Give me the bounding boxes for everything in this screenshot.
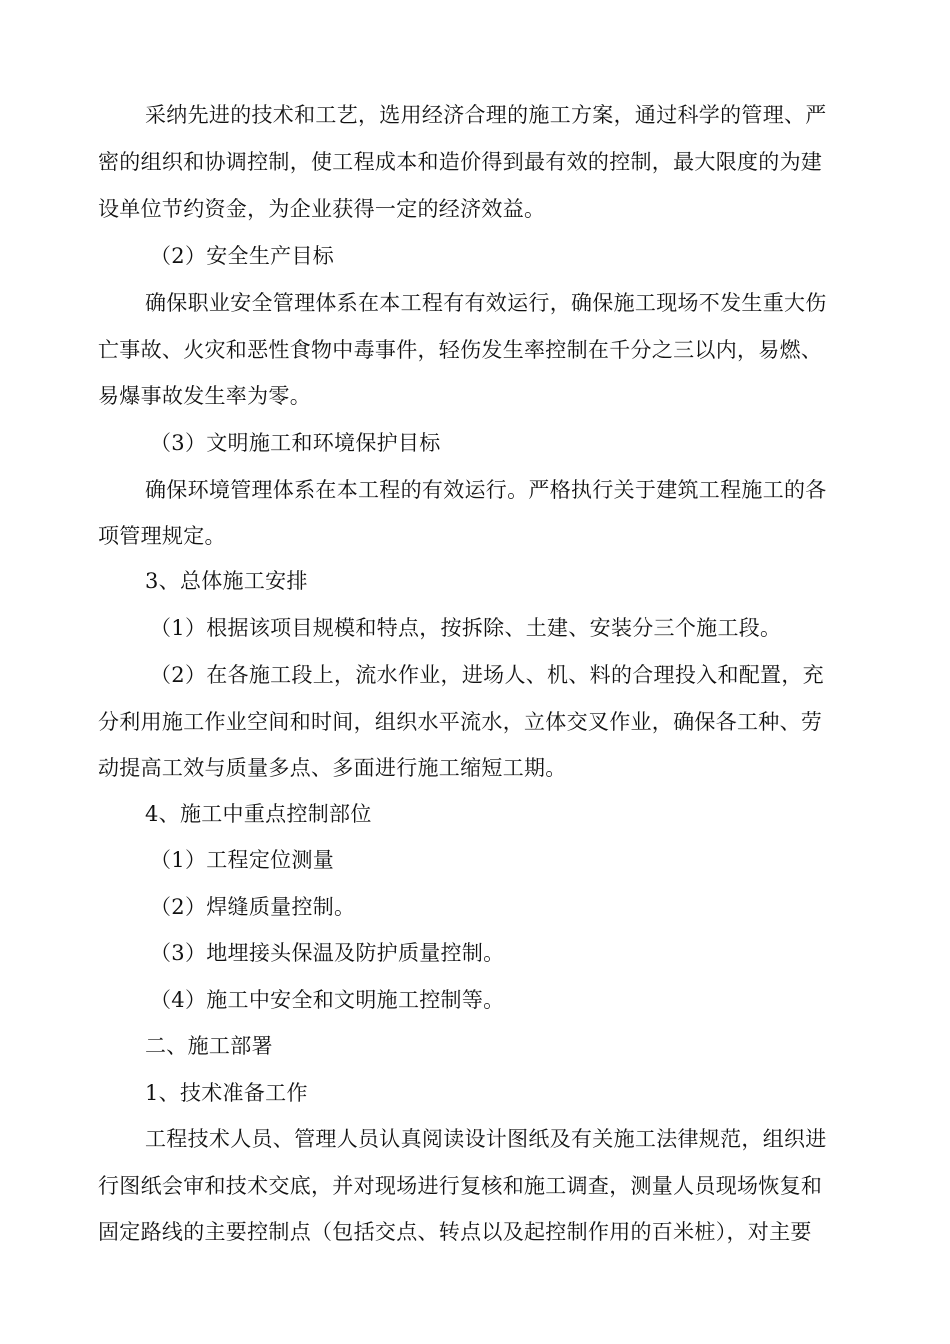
paragraph-line: 行图纸会审和技术交底，并对现场进行复核和施工调查，测量人员现场恢复和 bbox=[98, 1174, 823, 1198]
paragraph-line: 工程技术人员、管理人员认真阅读设计图纸及有关施工法律规范，组织进 bbox=[145, 1127, 827, 1151]
section-heading: 1、技术准备工作 bbox=[145, 1081, 308, 1105]
chapter-heading: 二、施工部署 bbox=[145, 1034, 273, 1058]
paragraph-line: 分利用施工作业空间和时间，组织水平流水，立体交叉作业，确保各工种、劳 bbox=[98, 710, 823, 734]
paragraph-line: 项管理规定。 bbox=[98, 524, 226, 548]
paragraph-line: 确保职业安全管理体系在本工程有有效运行，确保施工现场不发生重大伤 bbox=[145, 291, 827, 315]
list-item: （2）焊缝质量控制。 bbox=[150, 895, 356, 919]
paragraph-line: 动提高工效与质量多点、多面进行施工缩短工期。 bbox=[98, 756, 567, 780]
section-heading: （3）文明施工和环境保护目标 bbox=[150, 431, 441, 455]
section-heading: 3、总体施工安排 bbox=[145, 569, 308, 593]
list-item: （2）在各施工段上，流水作业，进场人、机、料的合理投入和配置，充 bbox=[150, 663, 824, 687]
section-heading: （2）安全生产目标 bbox=[150, 244, 335, 268]
paragraph-line: 固定路线的主要控制点（包括交点、转点以及起控制作用的百米桩），对主要 bbox=[98, 1220, 812, 1244]
list-item: （1）根据该项目规模和特点，按拆除、土建、安装分三个施工段。 bbox=[150, 616, 782, 640]
paragraph-line: 密的组织和协调控制，使工程成本和造价得到最有效的控制，最大限度的为建 bbox=[98, 150, 823, 174]
paragraph-line: 设单位节约资金，为企业获得一定的经济效益。 bbox=[98, 197, 546, 221]
paragraph-line: 确保环境管理体系在本工程的有效运行。严格执行关于建筑工程施工的各 bbox=[145, 478, 827, 502]
paragraph-line: 亡事故、火灾和恶性食物中毒事件，轻伤发生率控制在千分之三以内，易燃、 bbox=[98, 338, 823, 362]
paragraph-line: 采纳先进的技术和工艺，选用经济合理的施工方案，通过科学的管理、严 bbox=[145, 103, 827, 127]
paragraph-line: 易爆事故发生率为零。 bbox=[98, 384, 311, 408]
list-item: （1）工程定位测量 bbox=[150, 848, 335, 872]
list-item: （4）施工中安全和文明施工控制等。 bbox=[150, 988, 505, 1012]
list-item: （3）地埋接头保温及防护质量控制。 bbox=[150, 941, 505, 965]
section-heading: 4、施工中重点控制部位 bbox=[145, 802, 372, 826]
